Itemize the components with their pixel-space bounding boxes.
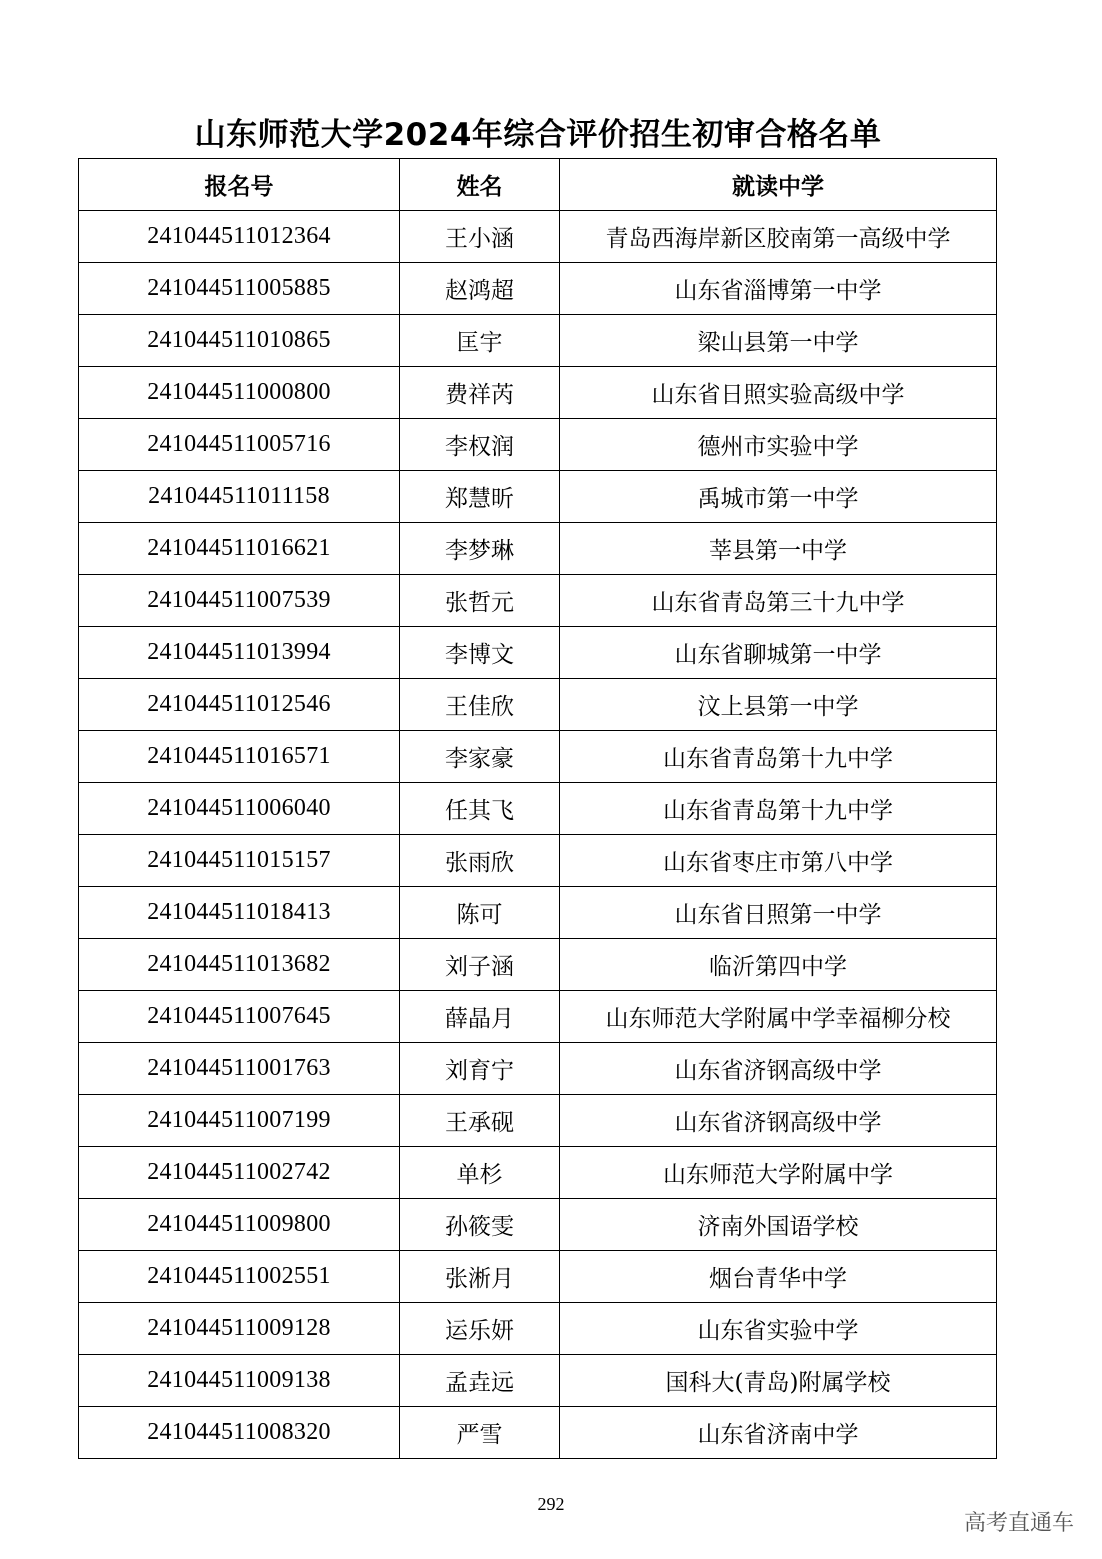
student-name-cell: 王小涵 xyxy=(400,211,560,263)
school-cell: 莘县第一中学 xyxy=(560,523,997,575)
registration-number-cell: 241044511015157 xyxy=(79,835,400,887)
registration-number-cell: 241044511009800 xyxy=(79,1199,400,1251)
school-cell: 国科大(青岛)附属学校 xyxy=(560,1355,997,1407)
school-cell: 禹城市第一中学 xyxy=(560,471,997,523)
registration-number-cell: 241044511002551 xyxy=(79,1251,400,1303)
school-cell: 山东省济钢高级中学 xyxy=(560,1043,997,1095)
school-cell: 山东师范大学附属中学幸福柳分校 xyxy=(560,991,997,1043)
table-row xyxy=(79,211,997,263)
school-cell: 梁山县第一中学 xyxy=(560,315,997,367)
table-row xyxy=(79,991,997,1043)
student-name-cell: 陈可 xyxy=(400,887,560,939)
school-cell: 济南外国语学校 xyxy=(560,1199,997,1251)
school-cell: 山东省日照第一中学 xyxy=(560,887,997,939)
student-name-cell: 刘育宁 xyxy=(400,1043,560,1095)
table-row xyxy=(79,1355,997,1407)
table-row xyxy=(79,1147,997,1199)
registration-number-cell: 241044511011158 xyxy=(79,471,400,523)
registration-number-cell: 241044511000800 xyxy=(79,367,400,419)
registration-number-cell: 241044511007199 xyxy=(79,1095,400,1147)
table-row xyxy=(79,1251,997,1303)
table-row xyxy=(79,1095,997,1147)
table-row xyxy=(79,783,997,835)
student-name-cell: 刘子涵 xyxy=(400,939,560,991)
header-school: 就读中学 xyxy=(560,159,997,211)
header-name: 姓名 xyxy=(400,159,560,211)
student-name-cell: 张雨欣 xyxy=(400,835,560,887)
student-name-cell: 单杉 xyxy=(400,1147,560,1199)
registration-number-cell: 241044511008320 xyxy=(79,1407,400,1459)
school-cell: 山东师范大学附属中学 xyxy=(560,1147,997,1199)
registration-number-cell: 241044511007645 xyxy=(79,991,400,1043)
student-name-cell: 孙筱雯 xyxy=(400,1199,560,1251)
table-row xyxy=(79,315,997,367)
school-cell: 汶上县第一中学 xyxy=(560,679,997,731)
table-row xyxy=(79,367,997,419)
student-name-cell: 王承砚 xyxy=(400,1095,560,1147)
student-name-cell: 费祥芮 xyxy=(400,367,560,419)
table-row xyxy=(79,1407,997,1459)
table-row xyxy=(79,939,997,991)
table-row xyxy=(79,731,997,783)
registration-number-cell: 241044511012546 xyxy=(79,679,400,731)
school-cell: 德州市实验中学 xyxy=(560,419,997,471)
registration-number-cell: 241044511016571 xyxy=(79,731,400,783)
registration-number-cell: 241044511007539 xyxy=(79,575,400,627)
registration-number-cell: 241044511001763 xyxy=(79,1043,400,1095)
table-row xyxy=(79,263,997,315)
registration-number-cell: 241044511005885 xyxy=(79,263,400,315)
table-row xyxy=(79,1199,997,1251)
page-title: 山东师范大学2024年综合评价招生初审合格名单 xyxy=(194,117,882,153)
registration-number-cell: 241044511012364 xyxy=(79,211,400,263)
table-row xyxy=(79,1043,997,1095)
school-cell: 山东省青岛第十九中学 xyxy=(560,731,997,783)
table-row xyxy=(79,419,997,471)
registration-number-cell: 241044511006040 xyxy=(79,783,400,835)
school-cell: 山东省青岛第三十九中学 xyxy=(560,575,997,627)
admission-list-table xyxy=(78,158,997,1459)
student-name-cell: 任其飞 xyxy=(400,783,560,835)
table-row xyxy=(79,679,997,731)
registration-number-cell: 241044511018413 xyxy=(79,887,400,939)
student-name-cell: 王佳欣 xyxy=(400,679,560,731)
school-cell: 山东省淄博第一中学 xyxy=(560,263,997,315)
student-name-cell: 严雪 xyxy=(400,1407,560,1459)
student-name-cell: 匡宇 xyxy=(400,315,560,367)
school-cell: 烟台青华中学 xyxy=(560,1251,997,1303)
school-cell: 山东省实验中学 xyxy=(560,1303,997,1355)
table-body xyxy=(79,211,997,1459)
registration-number-cell: 241044511009138 xyxy=(79,1355,400,1407)
student-name-cell: 李博文 xyxy=(400,627,560,679)
student-name-cell: 郑慧昕 xyxy=(400,471,560,523)
student-name-cell: 孟垚远 xyxy=(400,1355,560,1407)
table-row xyxy=(79,575,997,627)
table-row xyxy=(79,835,997,887)
registration-number-cell: 241044511013682 xyxy=(79,939,400,991)
registration-number-cell: 241044511002742 xyxy=(79,1147,400,1199)
student-name-cell: 运乐妍 xyxy=(400,1303,560,1355)
school-cell: 山东省日照实验高级中学 xyxy=(560,367,997,419)
school-cell: 临沂第四中学 xyxy=(560,939,997,991)
watermark-text: 高考直通车 xyxy=(963,1511,1074,1536)
table-row xyxy=(79,1303,997,1355)
student-name-cell: 李家豪 xyxy=(400,731,560,783)
table-row xyxy=(79,471,997,523)
student-name-cell: 李梦琳 xyxy=(400,523,560,575)
student-name-cell: 张淅月 xyxy=(400,1251,560,1303)
student-name-cell: 薛晶月 xyxy=(400,991,560,1043)
school-cell: 青岛西海岸新区胶南第一高级中学 xyxy=(560,211,997,263)
registration-number-cell: 241044511009128 xyxy=(79,1303,400,1355)
student-name-cell: 张哲元 xyxy=(400,575,560,627)
table-row xyxy=(79,887,997,939)
school-cell: 山东省济钢高级中学 xyxy=(560,1095,997,1147)
page-number: 292 xyxy=(537,1494,565,1514)
registration-number-cell: 241044511010865 xyxy=(79,315,400,367)
student-name-cell: 李权润 xyxy=(400,419,560,471)
school-cell: 山东省枣庄市第八中学 xyxy=(560,835,997,887)
table-header-row xyxy=(79,159,997,211)
table-row xyxy=(79,627,997,679)
header-registration-number: 报名号 xyxy=(79,159,400,211)
school-cell: 山东省济南中学 xyxy=(560,1407,997,1459)
registration-number-cell: 241044511005716 xyxy=(79,419,400,471)
student-name-cell: 赵鸿超 xyxy=(400,263,560,315)
registration-number-cell: 241044511016621 xyxy=(79,523,400,575)
school-cell: 山东省聊城第一中学 xyxy=(560,627,997,679)
school-cell: 山东省青岛第十九中学 xyxy=(560,783,997,835)
table-row xyxy=(79,523,997,575)
registration-number-cell: 241044511013994 xyxy=(79,627,400,679)
